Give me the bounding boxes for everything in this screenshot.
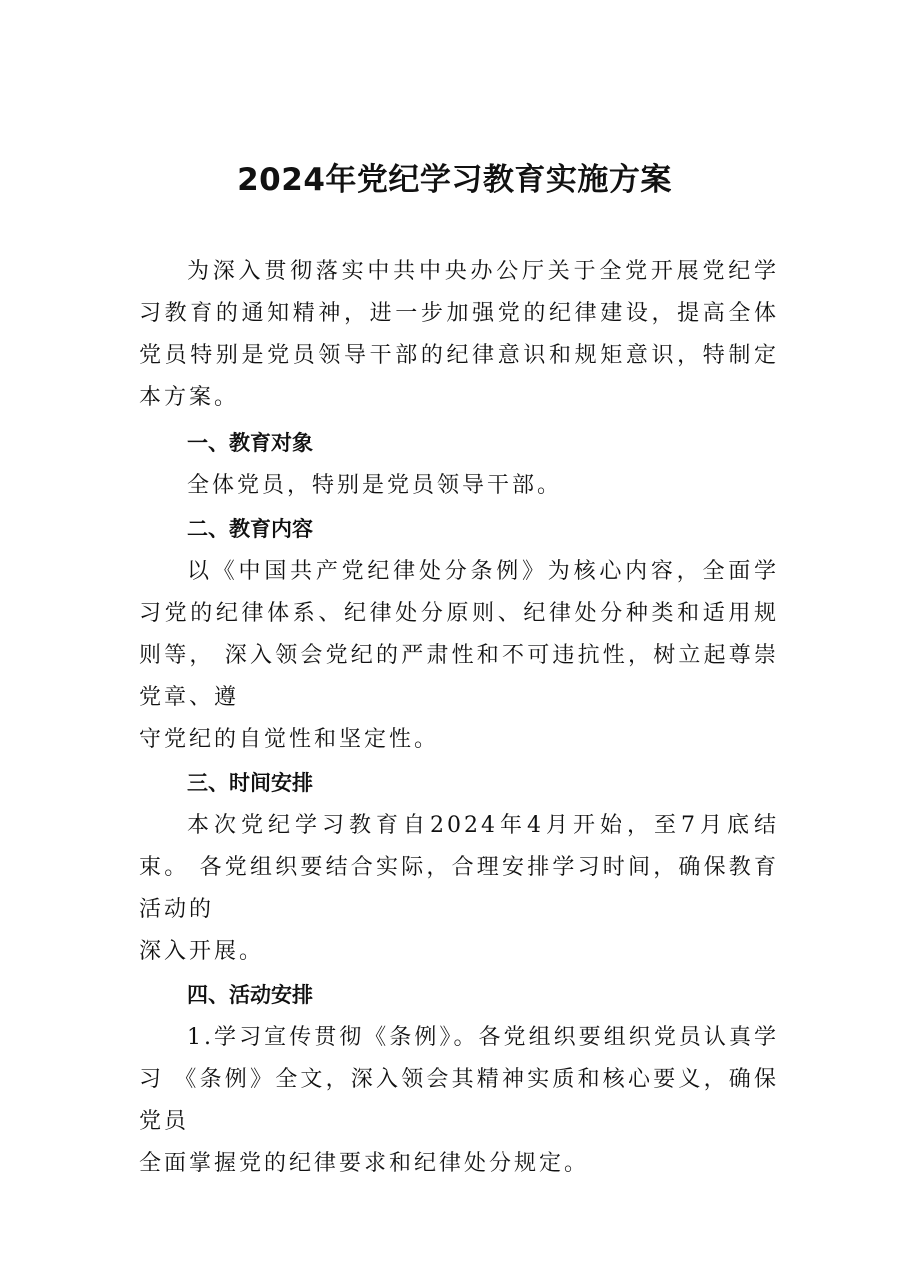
activity-item-1-text-tail: 全面掌握党的纪律要求和纪律处分规定。 (139, 1151, 590, 1176)
document-title: 2024年党纪学习教育实施方案 (237, 162, 672, 198)
section-heading-activities: 四、活动安排 (187, 983, 313, 1007)
section-content-text: 以《中国共产党纪律处分条例》为核心内容，全面学习党的纪律体系、纪律处分原则、纪律处分种类和适用规则等， 深入领会党纪的严肃性和不可违抗性，树立起尊崇党章、遵 (139, 559, 779, 710)
document-body (139, 251, 779, 1185)
section-schedule-text: 本次党纪学习教育自2024年4月开始，至7月底结束。 各党组织要结合实际，合理安排学习时间，确保教育活动的 (139, 813, 779, 922)
section-heading-targets: 一、教育对象 (187, 431, 313, 455)
section-heading-schedule: 三、时间安排 (187, 771, 313, 795)
section-heading-content: 二、教育内容 (187, 517, 313, 541)
section-content-text-tail: 守党纪的自觉性和坚定性。 (139, 727, 440, 752)
section-schedule-text-tail: 深入开展。 (139, 939, 265, 964)
intro-paragraph: 为深入贯彻落实中共中央办公厅关于全党开展党纪学习教育的通知精神，进一步加强党的纪律建设，提高全体党员特别是党员领导干部的纪律意识和规矩意识，特制定本方案。 (139, 259, 779, 410)
section-targets-text: 全体党员，特别是党员领导干部。 (187, 473, 563, 498)
activity-item-1-text: 1.学习宣传贯彻《条例》。各党组织要组织党员认真学习 《条例》全文，深入领会其精神实质和核心要义，确保党员 (139, 1025, 779, 1134)
